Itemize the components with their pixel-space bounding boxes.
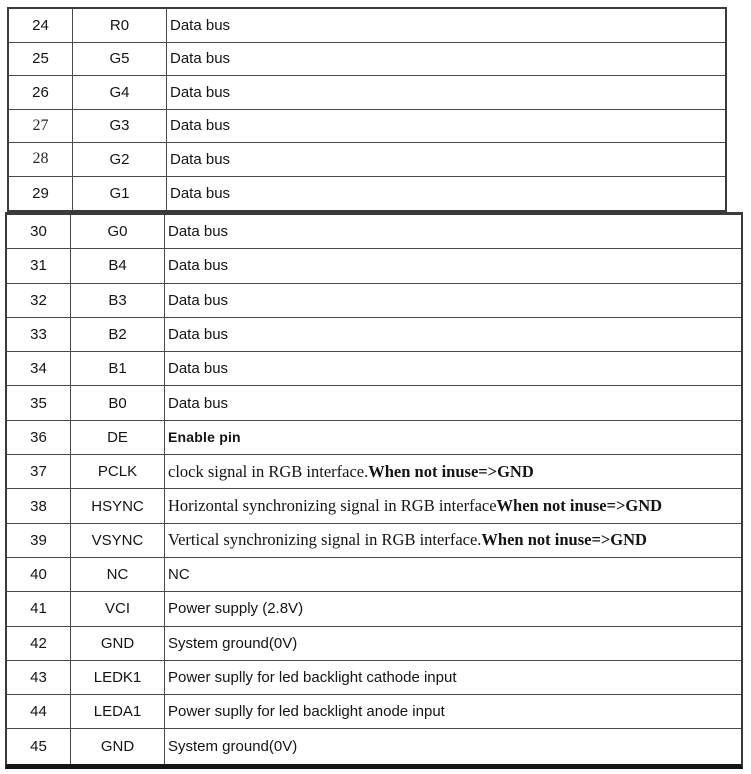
description-text: Data bus <box>168 257 229 275</box>
description-cell <box>165 695 741 728</box>
description-text: Enable pin <box>168 429 241 446</box>
signal-name-cell: LEDK1 <box>71 661 165 694</box>
description-text: When not inuse=>GND <box>368 461 534 481</box>
signal-name-cell: GND <box>71 729 165 763</box>
table-row <box>7 729 741 763</box>
signal-name-cell: VCI <box>71 592 165 625</box>
signal-name-cell: B3 <box>71 284 165 317</box>
pin-number-cell: 41 <box>7 592 71 625</box>
pin-number-cell: 36 <box>7 421 71 454</box>
signal-name-cell: B4 <box>71 249 165 282</box>
pin-number-cell: 40 <box>7 558 71 591</box>
description-cell <box>165 352 741 385</box>
description-cell <box>167 143 725 176</box>
signal-name-cell: DE <box>71 421 165 454</box>
description-text: When not inuse=>GND <box>481 530 647 550</box>
pin-number-cell: 43 <box>7 661 71 694</box>
description-cell <box>167 76 725 109</box>
pin-number-cell: 29 <box>9 177 73 211</box>
table-row <box>9 110 725 144</box>
signal-name-cell: B0 <box>71 386 165 419</box>
pin-number-cell: 26 <box>9 76 73 109</box>
pin-description-table-lower <box>5 212 743 769</box>
description-text: Power suplly for led backlight cathode input <box>168 669 457 686</box>
description-text: Data bus <box>170 50 231 68</box>
pin-number-cell: 24 <box>9 9 73 42</box>
signal-name-cell: G2 <box>73 143 167 176</box>
signal-name-cell: G1 <box>73 177 167 211</box>
description-text: Data bus <box>170 184 231 202</box>
description-cell <box>167 43 725 76</box>
table-row <box>7 455 741 489</box>
table-row <box>7 215 741 249</box>
table-row <box>7 592 741 626</box>
description-cell <box>165 558 741 591</box>
table-row <box>7 524 741 558</box>
table-row <box>7 386 741 420</box>
description-text: Data bus <box>170 150 231 168</box>
table-row <box>7 421 741 455</box>
pin-description-table-upper <box>7 7 727 212</box>
signal-name-cell: G0 <box>71 215 165 248</box>
signal-name-cell: PCLK <box>71 455 165 488</box>
description-text: Data bus <box>170 117 231 135</box>
description-text: NC <box>168 566 190 584</box>
description-text: Power suplly for led backlight anode input <box>168 703 445 721</box>
signal-name-cell: R0 <box>73 9 167 42</box>
description-cell <box>165 215 741 248</box>
description-text: System ground(0V) <box>168 634 298 652</box>
pin-number-cell: 35 <box>7 386 71 419</box>
description-text: Horizontal synchronizing signal in RGB interface <box>168 496 497 516</box>
description-text: Data bus <box>168 394 229 412</box>
description-cell <box>165 661 741 694</box>
signal-name-cell: G5 <box>73 43 167 76</box>
pin-number-cell: 31 <box>7 249 71 282</box>
pin-number-cell: 38 <box>7 489 71 522</box>
table-row <box>7 352 741 386</box>
table-row <box>7 695 741 729</box>
description-cell <box>165 318 741 351</box>
description-cell <box>165 524 741 557</box>
signal-name-cell: NC <box>71 558 165 591</box>
description-cell <box>165 421 741 454</box>
signal-name-cell: HSYNC <box>71 489 165 522</box>
description-cell <box>165 592 741 625</box>
description-text: System ground(0V) <box>168 738 298 756</box>
description-cell <box>165 284 741 317</box>
description-text: Data bus <box>170 83 231 101</box>
description-text: Data bus <box>168 360 229 378</box>
description-text: Vertical synchronizing signal in RGB interface. <box>168 530 482 550</box>
signal-name-cell: G4 <box>73 76 167 109</box>
signal-name-cell: VSYNC <box>71 524 165 557</box>
pin-number-cell: 30 <box>7 215 71 248</box>
description-text: Data bus <box>168 291 229 309</box>
signal-name-cell: G3 <box>73 110 167 143</box>
description-cell <box>167 9 725 42</box>
table-row <box>9 76 725 110</box>
description-text: Data bus <box>168 326 229 344</box>
signal-name-cell: GND <box>71 627 165 660</box>
table-row <box>7 661 741 695</box>
signal-name-cell: B2 <box>71 318 165 351</box>
description-cell <box>165 489 741 522</box>
description-cell <box>165 249 741 282</box>
description-cell <box>165 729 741 763</box>
description-cell <box>167 177 725 211</box>
table-row <box>7 284 741 318</box>
pin-number-cell: 44 <box>7 695 71 728</box>
table-row <box>7 318 741 352</box>
description-cell <box>165 455 741 488</box>
description-text: Data bus <box>170 16 231 34</box>
table-row <box>9 43 725 77</box>
table-row <box>7 627 741 661</box>
table-row <box>9 177 725 211</box>
description-cell <box>165 386 741 419</box>
table-row <box>9 143 725 177</box>
pin-number-cell: 32 <box>7 284 71 317</box>
description-text: Data bus <box>168 223 229 241</box>
description-cell <box>167 110 725 143</box>
table-row <box>7 249 741 283</box>
table-row <box>7 558 741 592</box>
pin-number-cell: 45 <box>7 729 71 763</box>
pin-number-cell: 28 <box>9 143 73 176</box>
table-row <box>7 489 741 523</box>
description-text: Power supply (2.8V) <box>168 600 304 618</box>
description-text: When not inuse=>GND <box>496 496 663 516</box>
pin-number-cell: 34 <box>7 352 71 385</box>
signal-name-cell: LEDA1 <box>71 695 165 728</box>
pin-number-cell: 39 <box>7 524 71 557</box>
description-text: clock signal in RGB interface. <box>168 461 369 481</box>
pin-number-cell: 37 <box>7 455 71 488</box>
table-row <box>9 9 725 43</box>
pin-number-cell: 42 <box>7 627 71 660</box>
signal-name-cell: B1 <box>71 352 165 385</box>
description-cell <box>165 627 741 660</box>
pin-number-cell: 33 <box>7 318 71 351</box>
pin-number-cell: 27 <box>9 110 73 143</box>
pin-number-cell: 25 <box>9 43 73 76</box>
